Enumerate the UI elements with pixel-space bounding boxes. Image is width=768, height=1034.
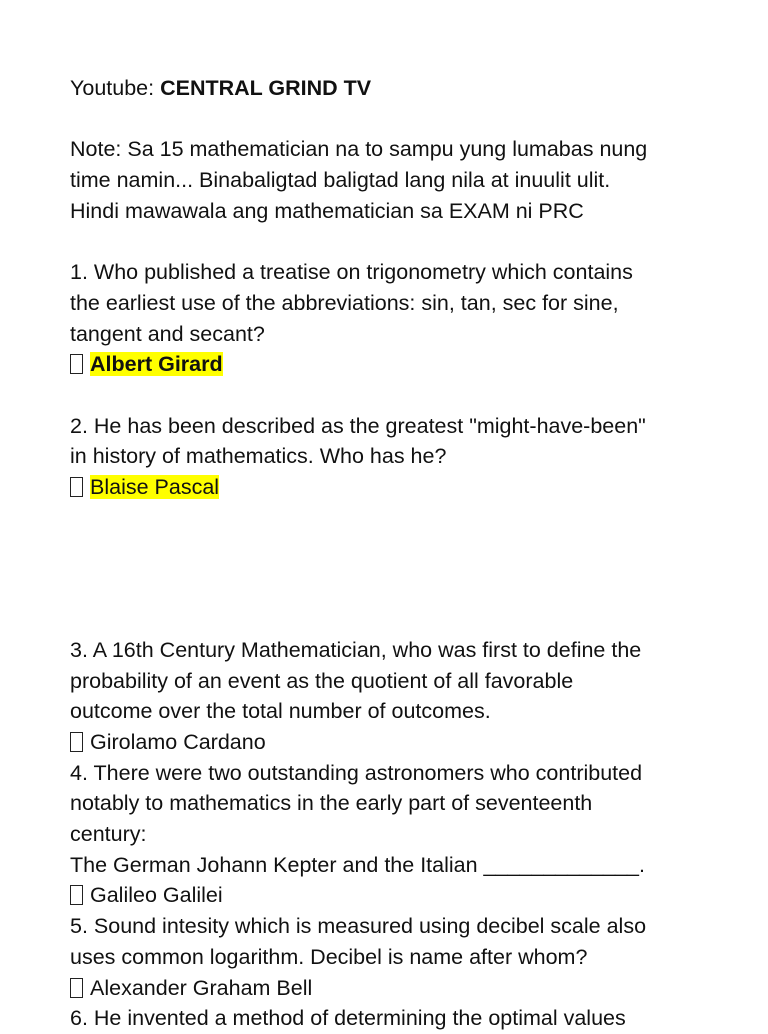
checkbox-icon	[70, 354, 83, 374]
question-text: in history of mathematics. Who has he?	[70, 444, 447, 469]
spacer	[70, 227, 730, 258]
checkbox-icon	[70, 732, 83, 752]
spacer	[70, 503, 730, 635]
question-text: 5. Sound intesity which is measured using decibel scale also	[70, 914, 647, 939]
answer-text: Galileo Galilei	[90, 883, 223, 908]
spacer	[70, 380, 730, 411]
answer-line	[70, 727, 730, 758]
question-text: 6. He invented a method of determining the optimal values	[70, 1006, 626, 1031]
answer-text: Alexander Graham Bell	[90, 975, 313, 1000]
channel-line	[70, 73, 730, 104]
question-text: tangent and secant?	[70, 321, 265, 346]
question-text: probability of an event as the quotient of all favorable	[70, 668, 574, 693]
answer-line	[70, 472, 730, 503]
question-text: uses common logarithm. Decibel is name after whom?	[70, 944, 588, 969]
question-text: the earliest use of the abbreviations: sin, tan, sec for sine,	[70, 290, 619, 315]
document-page	[70, 73, 730, 1034]
answer-text: Girolamo Cardano	[90, 729, 266, 754]
answer-line	[70, 349, 730, 380]
channel-prefix: Youtube:	[70, 76, 161, 100]
question-1	[70, 257, 730, 380]
answer-line	[70, 973, 730, 1004]
question-4	[70, 758, 730, 912]
note-line: Hindi mawawala ang mathematician sa EXAM ni PRC	[70, 198, 584, 223]
checkbox-icon	[70, 885, 83, 905]
question-3	[70, 635, 730, 758]
question-text: notably to mathematics in the early part of seventeenth	[70, 791, 593, 816]
answer-text: Albert Girard	[90, 352, 223, 377]
question-text: outcome over the total number of outcomes.	[70, 699, 491, 724]
channel-name: CENTRAL GRIND TV	[160, 76, 372, 100]
question-text: 3. A 16th Century Mathematician, who was first to define the	[70, 637, 642, 662]
note-line: time namin... Binabaligtad baligtad lang nila at inuulit ulit.	[70, 168, 611, 193]
spacer	[70, 104, 730, 135]
question-2	[70, 411, 730, 503]
question-text: 4. There were two outstanding astronomers who contributed	[70, 760, 643, 785]
question-6	[70, 1003, 730, 1034]
checkbox-icon	[70, 477, 83, 497]
checkbox-icon	[70, 978, 83, 998]
note-paragraph	[70, 134, 730, 226]
question-text: 1. Who published a treatise on trigonometry which contains	[70, 260, 633, 285]
question-5	[70, 911, 730, 1003]
question-text: The German Johann Kepter and the Italian _____________.	[70, 852, 645, 877]
answer-line	[70, 880, 730, 911]
question-text: 2. He has been described as the greatest "might-have-been"	[70, 413, 646, 438]
note-line: Note: Sa 15 mathematician na to sampu yung lumabas nung	[70, 137, 648, 162]
answer-text: Blaise Pascal	[90, 475, 220, 500]
question-text: century:	[70, 822, 147, 847]
